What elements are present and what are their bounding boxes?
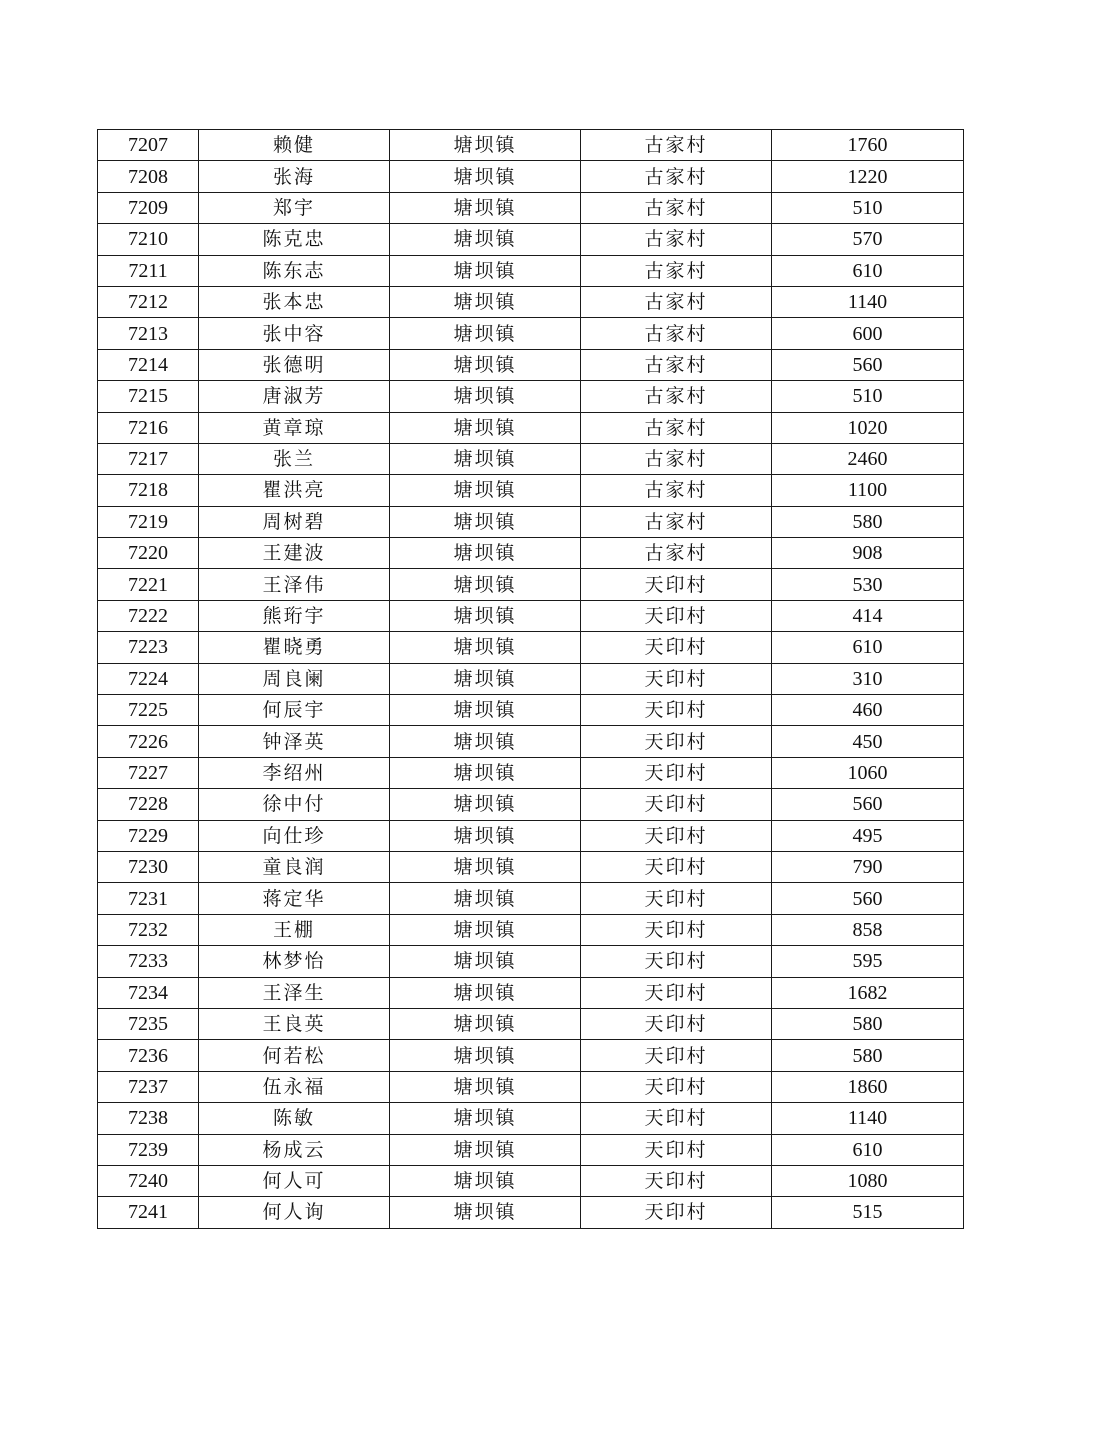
village-cell: 天印村 <box>581 600 772 631</box>
name-cell: 熊珩宇 <box>199 600 390 631</box>
town-cell: 塘坝镇 <box>390 820 581 851</box>
table-row <box>98 506 964 537</box>
village-cell: 古家村 <box>581 475 772 506</box>
amount-cell: 2460 <box>772 443 964 474</box>
row-number-cell: 7241 <box>98 1197 199 1228</box>
table-row <box>98 443 964 474</box>
table-row <box>98 475 964 506</box>
table-row <box>98 946 964 977</box>
name-cell: 张本忠 <box>199 286 390 317</box>
name-cell: 瞿晓勇 <box>199 632 390 663</box>
village-cell: 天印村 <box>581 820 772 851</box>
amount-cell: 560 <box>772 789 964 820</box>
village-cell: 天印村 <box>581 1134 772 1165</box>
village-cell: 古家村 <box>581 286 772 317</box>
row-number-cell: 7240 <box>98 1165 199 1196</box>
town-cell: 塘坝镇 <box>390 914 581 945</box>
town-cell: 塘坝镇 <box>390 695 581 726</box>
row-number-cell: 7213 <box>98 318 199 349</box>
row-number-cell: 7233 <box>98 946 199 977</box>
name-cell: 张海 <box>199 161 390 192</box>
table-row <box>98 1040 964 1071</box>
name-cell: 王良英 <box>199 1008 390 1039</box>
amount-cell: 1100 <box>772 475 964 506</box>
amount-cell: 1140 <box>772 286 964 317</box>
town-cell: 塘坝镇 <box>390 632 581 663</box>
name-cell: 向仕珍 <box>199 820 390 851</box>
name-cell: 陈敏 <box>199 1103 390 1134</box>
name-cell: 蒋定华 <box>199 883 390 914</box>
row-number-cell: 7237 <box>98 1071 199 1102</box>
town-cell: 塘坝镇 <box>390 443 581 474</box>
amount-cell: 560 <box>772 883 964 914</box>
table-row <box>98 820 964 851</box>
table-body <box>98 130 964 1229</box>
town-cell: 塘坝镇 <box>390 412 581 443</box>
amount-cell: 460 <box>772 695 964 726</box>
row-number-cell: 7226 <box>98 726 199 757</box>
village-cell: 天印村 <box>581 851 772 882</box>
name-cell: 瞿洪亮 <box>199 475 390 506</box>
amount-cell: 1020 <box>772 412 964 443</box>
name-cell: 陈东志 <box>199 255 390 286</box>
town-cell: 塘坝镇 <box>390 1197 581 1228</box>
amount-cell: 580 <box>772 1008 964 1039</box>
table-row <box>98 161 964 192</box>
name-cell: 唐淑芳 <box>199 381 390 412</box>
row-number-cell: 7224 <box>98 663 199 694</box>
town-cell: 塘坝镇 <box>390 255 581 286</box>
table-row <box>98 1197 964 1228</box>
town-cell: 塘坝镇 <box>390 192 581 223</box>
row-number-cell: 7222 <box>98 600 199 631</box>
amount-cell: 610 <box>772 632 964 663</box>
name-cell: 王棚 <box>199 914 390 945</box>
name-cell: 徐中付 <box>199 789 390 820</box>
name-cell: 伍永福 <box>199 1071 390 1102</box>
village-cell: 古家村 <box>581 349 772 380</box>
row-number-cell: 7212 <box>98 286 199 317</box>
row-number-cell: 7214 <box>98 349 199 380</box>
row-number-cell: 7236 <box>98 1040 199 1071</box>
row-number-cell: 7223 <box>98 632 199 663</box>
row-number-cell: 7239 <box>98 1134 199 1165</box>
name-cell: 王泽伟 <box>199 569 390 600</box>
name-cell: 周树碧 <box>199 506 390 537</box>
row-number-cell: 7234 <box>98 977 199 1008</box>
amount-cell: 600 <box>772 318 964 349</box>
amount-cell: 858 <box>772 914 964 945</box>
name-cell: 何人询 <box>199 1197 390 1228</box>
town-cell: 塘坝镇 <box>390 1134 581 1165</box>
village-cell: 天印村 <box>581 726 772 757</box>
town-cell: 塘坝镇 <box>390 726 581 757</box>
village-cell: 天印村 <box>581 1040 772 1071</box>
row-number-cell: 7238 <box>98 1103 199 1134</box>
amount-cell: 908 <box>772 538 964 569</box>
village-cell: 古家村 <box>581 161 772 192</box>
amount-cell: 1682 <box>772 977 964 1008</box>
table-row <box>98 726 964 757</box>
row-number-cell: 7209 <box>98 192 199 223</box>
amount-cell: 414 <box>772 600 964 631</box>
name-cell: 钟泽英 <box>199 726 390 757</box>
village-cell: 天印村 <box>581 1197 772 1228</box>
table-row <box>98 1103 964 1134</box>
amount-cell: 1140 <box>772 1103 964 1134</box>
row-number-cell: 7218 <box>98 475 199 506</box>
village-cell: 古家村 <box>581 443 772 474</box>
row-number-cell: 7231 <box>98 883 199 914</box>
row-number-cell: 7230 <box>98 851 199 882</box>
village-cell: 古家村 <box>581 538 772 569</box>
table-row <box>98 883 964 914</box>
town-cell: 塘坝镇 <box>390 757 581 788</box>
town-cell: 塘坝镇 <box>390 538 581 569</box>
table-row <box>98 757 964 788</box>
village-cell: 天印村 <box>581 1008 772 1039</box>
amount-cell: 595 <box>772 946 964 977</box>
table-row <box>98 632 964 663</box>
town-cell: 塘坝镇 <box>390 224 581 255</box>
amount-cell: 530 <box>772 569 964 600</box>
name-cell: 童良润 <box>199 851 390 882</box>
row-number-cell: 7225 <box>98 695 199 726</box>
village-cell: 天印村 <box>581 789 772 820</box>
village-cell: 天印村 <box>581 946 772 977</box>
table-row <box>98 914 964 945</box>
table-row <box>98 349 964 380</box>
row-number-cell: 7235 <box>98 1008 199 1039</box>
town-cell: 塘坝镇 <box>390 381 581 412</box>
amount-cell: 580 <box>772 1040 964 1071</box>
amount-cell: 510 <box>772 192 964 223</box>
name-cell: 杨成云 <box>199 1134 390 1165</box>
village-cell: 古家村 <box>581 192 772 223</box>
town-cell: 塘坝镇 <box>390 318 581 349</box>
amount-cell: 495 <box>772 820 964 851</box>
row-number-cell: 7216 <box>98 412 199 443</box>
amount-cell: 1760 <box>772 130 964 161</box>
table-row <box>98 569 964 600</box>
name-cell: 陈克忠 <box>199 224 390 255</box>
table-row <box>98 851 964 882</box>
village-cell: 古家村 <box>581 255 772 286</box>
town-cell: 塘坝镇 <box>390 161 581 192</box>
village-cell: 天印村 <box>581 977 772 1008</box>
table-row <box>98 538 964 569</box>
village-cell: 天印村 <box>581 883 772 914</box>
amount-cell: 560 <box>772 349 964 380</box>
table-row <box>98 1134 964 1165</box>
row-number-cell: 7215 <box>98 381 199 412</box>
row-number-cell: 7229 <box>98 820 199 851</box>
row-number-cell: 7210 <box>98 224 199 255</box>
village-cell: 天印村 <box>581 1071 772 1102</box>
town-cell: 塘坝镇 <box>390 1103 581 1134</box>
name-cell: 何辰宇 <box>199 695 390 726</box>
row-number-cell: 7221 <box>98 569 199 600</box>
row-number-cell: 7232 <box>98 914 199 945</box>
row-number-cell: 7217 <box>98 443 199 474</box>
row-number-cell: 7228 <box>98 789 199 820</box>
table-row <box>98 286 964 317</box>
data-table <box>97 129 964 1229</box>
village-cell: 古家村 <box>581 506 772 537</box>
village-cell: 天印村 <box>581 914 772 945</box>
amount-cell: 1860 <box>772 1071 964 1102</box>
amount-cell: 450 <box>772 726 964 757</box>
row-number-cell: 7227 <box>98 757 199 788</box>
table-row <box>98 192 964 223</box>
village-cell: 古家村 <box>581 412 772 443</box>
name-cell: 何若松 <box>199 1040 390 1071</box>
table-row <box>98 789 964 820</box>
town-cell: 塘坝镇 <box>390 1040 581 1071</box>
amount-cell: 1060 <box>772 757 964 788</box>
village-cell: 天印村 <box>581 695 772 726</box>
town-cell: 塘坝镇 <box>390 569 581 600</box>
amount-cell: 510 <box>772 381 964 412</box>
name-cell: 周良阑 <box>199 663 390 694</box>
town-cell: 塘坝镇 <box>390 663 581 694</box>
town-cell: 塘坝镇 <box>390 506 581 537</box>
table-row <box>98 663 964 694</box>
amount-cell: 570 <box>772 224 964 255</box>
table-row <box>98 381 964 412</box>
village-cell: 天印村 <box>581 1165 772 1196</box>
town-cell: 塘坝镇 <box>390 286 581 317</box>
table-row <box>98 600 964 631</box>
name-cell: 王泽生 <box>199 977 390 1008</box>
town-cell: 塘坝镇 <box>390 789 581 820</box>
row-number-cell: 7220 <box>98 538 199 569</box>
table-row <box>98 412 964 443</box>
row-number-cell: 7211 <box>98 255 199 286</box>
name-cell: 林梦怡 <box>199 946 390 977</box>
table-row <box>98 318 964 349</box>
village-cell: 天印村 <box>581 569 772 600</box>
table-row <box>98 224 964 255</box>
name-cell: 王建波 <box>199 538 390 569</box>
amount-cell: 580 <box>772 506 964 537</box>
town-cell: 塘坝镇 <box>390 600 581 631</box>
village-cell: 古家村 <box>581 381 772 412</box>
amount-cell: 1220 <box>772 161 964 192</box>
name-cell: 郑宇 <box>199 192 390 223</box>
town-cell: 塘坝镇 <box>390 883 581 914</box>
town-cell: 塘坝镇 <box>390 1008 581 1039</box>
amount-cell: 1080 <box>772 1165 964 1196</box>
village-cell: 古家村 <box>581 318 772 349</box>
name-cell: 张德明 <box>199 349 390 380</box>
name-cell: 张中容 <box>199 318 390 349</box>
town-cell: 塘坝镇 <box>390 475 581 506</box>
table-row <box>98 130 964 161</box>
village-cell: 古家村 <box>581 130 772 161</box>
town-cell: 塘坝镇 <box>390 1165 581 1196</box>
town-cell: 塘坝镇 <box>390 1071 581 1102</box>
amount-cell: 515 <box>772 1197 964 1228</box>
town-cell: 塘坝镇 <box>390 946 581 977</box>
table-row <box>98 1071 964 1102</box>
town-cell: 塘坝镇 <box>390 851 581 882</box>
name-cell: 李绍州 <box>199 757 390 788</box>
name-cell: 赖健 <box>199 130 390 161</box>
village-cell: 古家村 <box>581 224 772 255</box>
name-cell: 何人可 <box>199 1165 390 1196</box>
row-number-cell: 7208 <box>98 161 199 192</box>
town-cell: 塘坝镇 <box>390 130 581 161</box>
amount-cell: 310 <box>772 663 964 694</box>
table-row <box>98 695 964 726</box>
amount-cell: 610 <box>772 1134 964 1165</box>
name-cell: 黄章琼 <box>199 412 390 443</box>
town-cell: 塘坝镇 <box>390 349 581 380</box>
row-number-cell: 7219 <box>98 506 199 537</box>
village-cell: 天印村 <box>581 632 772 663</box>
town-cell: 塘坝镇 <box>390 977 581 1008</box>
name-cell: 张兰 <box>199 443 390 474</box>
amount-cell: 790 <box>772 851 964 882</box>
table-row <box>98 1165 964 1196</box>
village-cell: 天印村 <box>581 1103 772 1134</box>
table-row <box>98 1008 964 1039</box>
table-row <box>98 255 964 286</box>
village-cell: 天印村 <box>581 757 772 788</box>
amount-cell: 610 <box>772 255 964 286</box>
village-cell: 天印村 <box>581 663 772 694</box>
row-number-cell: 7207 <box>98 130 199 161</box>
table-row <box>98 977 964 1008</box>
